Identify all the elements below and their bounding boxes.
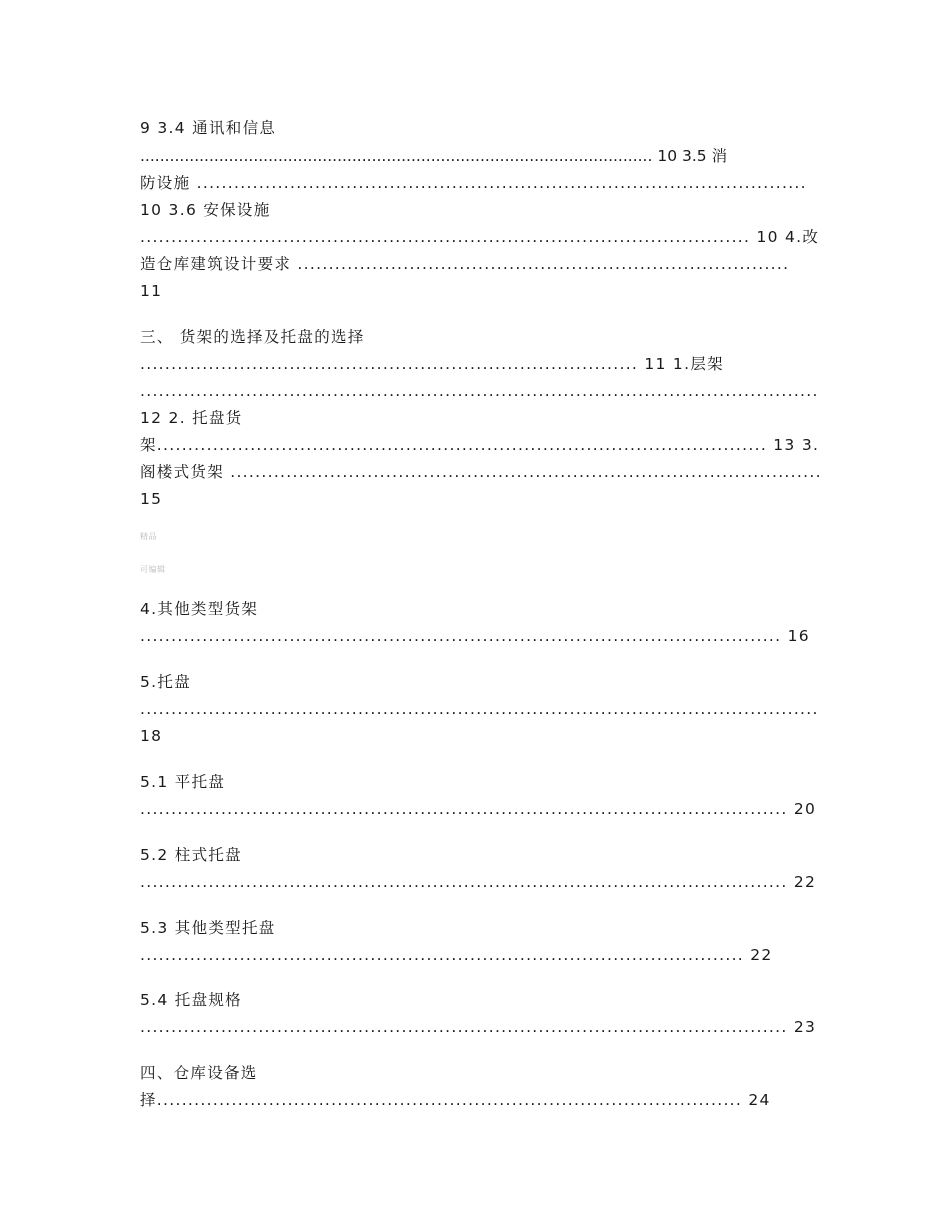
toc-line: .................................................................................................. 10 4.改 (140, 228, 820, 246)
toc-line: 5.2 柱式托盘 (140, 846, 242, 864)
toc-line: ........................................................................................................ 20 (140, 800, 817, 818)
toc-line: 5.托盘 (140, 673, 191, 691)
toc-line: ........................................................................................................ 22 (140, 873, 817, 891)
toc-line: 18 (140, 727, 163, 745)
toc-line: 择.............................................................................................. 24 (140, 1091, 771, 1109)
toc-line: ....................................................................................................... 16 (140, 627, 810, 645)
toc-line: 12 2. 托盘货 (140, 409, 243, 427)
toc-line: 阁楼式货架 ............................................................................................... (140, 463, 822, 481)
toc-line: 5.3 其他类型托盘 (140, 919, 276, 937)
toc-line: ................................................................................ 11 1.层架 (140, 355, 724, 373)
watermark-text: 精品 (140, 532, 157, 541)
toc-line: 造仓库建筑设计要求 ............................................................................... (140, 255, 790, 273)
toc-line: 10 3.6 安保设施 (140, 201, 271, 219)
toc-line: 9 3.4 通讯和信息 (140, 119, 277, 137)
toc-line: ............................................................................................................. (140, 700, 819, 718)
toc-line: 架.................................................................................................. 13 3. (140, 436, 820, 454)
toc-line: 11 (140, 282, 163, 300)
toc-line: ........................................................................................................ 10 3.5 消 (140, 147, 728, 165)
section-heading: 三、 货架的选择及托盘的选择 (140, 328, 365, 346)
toc-line: ............................................................................................................. (140, 382, 819, 400)
toc-line: 5.1 平托盘 (140, 773, 226, 791)
watermark-text: 可编辑 (140, 565, 166, 574)
toc-line: 4.其他类型货架 (140, 600, 259, 618)
toc-line: ................................................................................................. 22 (140, 946, 773, 964)
toc-line: 5.4 托盘规格 (140, 991, 242, 1009)
toc-line: 防设施 .................................................................................................. (140, 174, 807, 192)
toc-line: ........................................................................................................ 23 (140, 1018, 817, 1036)
section-heading: 四、仓库设备选 (140, 1064, 258, 1082)
toc-line: 15 (140, 490, 163, 508)
